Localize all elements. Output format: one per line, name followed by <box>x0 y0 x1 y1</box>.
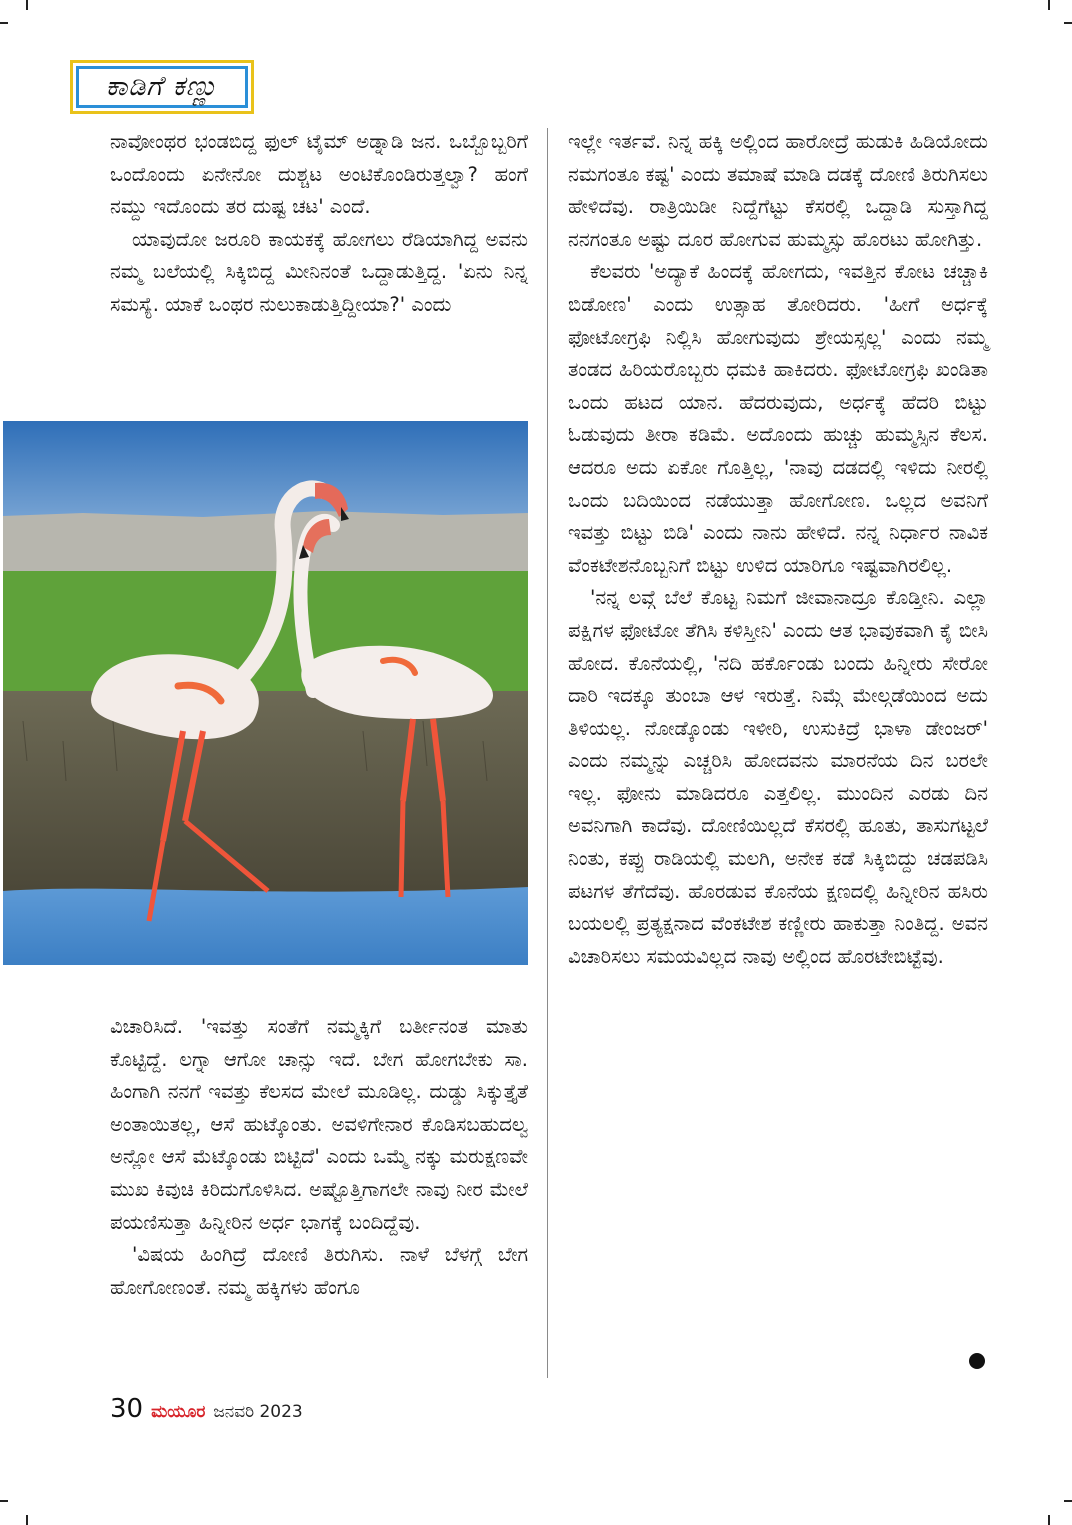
crop-mark <box>26 1515 28 1525</box>
article-column-left-top <box>110 126 528 322</box>
article-paragraph: ನಾವೋಂಥರ ಭಂಡಬಿದ್ದ ಫುಲ್ ಟೈಮ್ ಅಡ್ನಾಡಿ ಜನ. ಒಬ್ಬೊಬ್ಬರಿಗೆ ಒಂದೊಂದು ಏನೇನೋ ದುಶ್ಚಟ ಅಂಟಿಕೊಂಡಿರುತ್ತಲ್ವಾ? ಹಂಗೆ ನಮ್ದು ಇದೊಂದು ತರ ದುಷ್ಟ ಚಟ' ಎಂದೆ. <box>110 130 528 219</box>
article-column-right <box>568 126 988 973</box>
magazine-name: ಮಯೂರ <box>151 1402 206 1422</box>
crop-mark <box>1064 22 1072 24</box>
crop-mark <box>1064 1500 1072 1502</box>
two-flamingos-icon <box>3 421 528 965</box>
article-paragraph: ಇಲ್ಲೇ ಇರ್ತವೆ. ನಿನ್ನ ಹಕ್ಕಿ ಅಲ್ಲಿಂದ ಹಾರೋದ್ರೆ ಹುಡುಕಿ ಹಿಡಿಯೋದು ನಮಗಂತೂ ಕಷ್ಟ' ಎಂದು ತಮಾಷೆ ಮಾಡಿ ದಡಕ್ಕೆ ದೋಣಿ ತಿರುಗಿಸಲು ಹೇಳಿದೆವು. ರಾತ್ರಿಯಿಡೀ ನಿದ್ದೆಗೆಟ್ಟು ಕೆಸರಲ್ಲಿ ಒದ್ದಾಡಿ ಸುಸ್ತಾಗಿದ್ದ ನನಗಂತೂ ಅಷ್ಟು ದೂರ ಹೋಗುವ ಹುಮ್ಮಸ್ಸು ಹೊರಟು ಹೋಗಿತ್ತು. <box>568 130 988 251</box>
section-header <box>70 60 254 114</box>
crop-mark <box>1048 1515 1050 1525</box>
issue-date: ಜನವರಿ 2023 <box>213 1402 303 1422</box>
page-footer <box>110 1394 303 1428</box>
column-divider <box>547 128 548 1378</box>
article-paragraph: ವಿಚಾರಿಸಿದೆ. 'ಇವತ್ತು ಸಂತೆಗೆ ನಮ್ಮಕ್ಕಿಗೆ ಬರ್ತೀನಂತ ಮಾತು ಕೊಟ್ಟಿದ್ದೆ. ಲಗ್ನಾ ಆಗೋ ಚಾನ್ಸು ಇದೆ. ಬೇಗ ಹೋಗಬೇಕು ಸಾ. ಹಿಂಗಾಗಿ ನನಗೆ ಇವತ್ತು ಕೆಲಸದ ಮೇಲೆ ಮೂಡಿಲ್ಲ. ದುಡ್ಡು ಸಿಕ್ಕುತ್ತೈತೆ ಅಂತಾಯಿತಲ್ಲ, ಆಸೆ ಹುಟ್ಕೊಂತು. ಅವಳಿಗೇನಾರ ಕೊಡಿಸಬಹುದಲ್ವ ಅನ್ಲೋ ಆಸೆ ಮೆಟ್ಕೊಂಡು ಬಿಟ್ಟಿದೆ' ಎಂದು ಒಮ್ಮೆ ನಕ್ಕು ಮರುಕ್ಷಣವೇ ಮುಖ ಕಿವುಚಿ ಕಿರಿದುಗೊಳಿಸಿದ. ಅಷ್ಟೊತ್ತಿಗಾಗಲೇ ನಾವು ನೀರ ಮೇಲೆ ಪಯಣಿಸುತ್ತಾ ಹಿನ್ನೀರಿನ ಅರ್ಧ ಭಾಗಕ್ಕೆ ಬಂದಿದ್ದೆವು. <box>110 1015 528 1234</box>
crop-mark <box>1048 0 1050 10</box>
article-paragraph: 'ನನ್ನ ಲವ್ಗೆ ಬೆಲೆ ಕೊಟ್ಟ ನಿಮಗೆ ಜೀವಾನಾದ್ರೂ ಕೊಡ್ತೀನಿ. ಎಲ್ಲಾ ಪಕ್ಷಿಗಳ ಫೋಟೋ ತೆಗಿಸಿ ಕಳಿಸ್ತೀನಿ' ಎಂದು ಆತ ಭಾವುಕವಾಗಿ ಕೈ ಬೀಸಿ ಹೋದ. ಕೊನೆಯಲ್ಲಿ, 'ನದಿ ಹರ್ಕೊಂಡು ಬಂದು ಹಿನ್ನೀರು ಸೇರೋ ದಾರಿ ಇದಕ್ಕೂ ತುಂಬಾ ಆಳ ಇರುತ್ತೆ. ನಿಮ್ಗೆ ಮೇಲ್ಗಡೆಯಿಂದ ಅದು ತಿಳಿಯಲ್ಲ. ನೋಡ್ಕೊಂಡು ಇಳೀರಿ, ಉಸುಕಿದ್ರೆ ಭಾಳಾ ಡೇಂಜರ್' ಎಂದು ನಮ್ಮನ್ನು ಎಚ್ಚರಿಸಿ ಹೋದವನು ಮಾರನೆಯ ದಿನ ಬರಲೇ ಇಲ್ಲ. ಫೋನು ಮಾಡಿದರೂ ಎತ್ತಲಿಲ್ಲ. ಮುಂದಿನ ಎರಡು ದಿನ ಅವನಿಗಾಗಿ ಕಾದೆವು. ದೋಣಿಯಿಲ್ಲದೆ ಕೆಸರಲ್ಲಿ ಹೂತು, ತಾಸುಗಟ್ಟಲೆ ನಿಂತು, ಕಪ್ಪು ರಾಡಿಯಲ್ಲಿ ಮಲಗಿ, ಅನೇಕ ಕಡೆ ಸಿಕ್ಕಿಬಿದ್ದು ಚಡಪಡಿಸಿ ಪಟಗಳ ತೆಗೆದೆವು. ಹೊರಡುವ ಕೊನೆಯ ಕ್ಷಣದಲ್ಲಿ ಹಿನ್ನೀರಿನ ಹಸಿರು ಬಯಲಲ್ಲಿ ಪ್ರತ್ಯಕ್ಷನಾದ ವೆಂಕಟೇಶ ಕಣ್ಣೀರು ಹಾಕುತ್ತಾ ನಿಂತಿದ್ದ. ಅವನ ವಿಚಾರಿಸಲು ಸಮಯವಿಲ್ಲದ ನಾವು ಅಲ್ಲಿಂದ ಹೊರಟೇಬಿಟ್ಟೆವು. <box>568 586 988 968</box>
crop-mark <box>0 1500 8 1502</box>
article-paragraph: ಕೆಲವರು 'ಅದ್ಯಾಕೆ ಹಿಂದಕ್ಕೆ ಹೋಗದು, ಇವತ್ತಿನ ಕೋಟ ಚಚ್ಚಾಕಿ ಬಿಡೋಣ' ಎಂದು ಉತ್ಸಾಹ ತೋರಿದರು. 'ಹೀಗೆ ಅರ್ಧಕ್ಕೆ ಫೋಟೋಗ್ರಫಿ ನಿಲ್ಲಿಸಿ ಹೋಗುವುದು ಶ್ರೇಯಸ್ಸಲ್ಲ' ಎಂದು ನಮ್ಮ ತಂಡದ ಹಿರಿಯರೊಬ್ಬರು ಧಮಕಿ ಹಾಕಿದರು. ಫೋಟೋಗ್ರಫಿ ಖಂಡಿತಾ ಒಂದು ಹಟದ ಯಾನ. ಹೆದರುವುದು, ಅರ್ಧಕ್ಕೆ ಹೆದರಿ ಬಿಟ್ಟು ಓಡುವುದು ತೀರಾ ಕಡಿಮೆ. ಅದೊಂದು ಹುಚ್ಚು ಹುಮ್ಮಸ್ಸಿನ ಕೆಲಸ. ಆದರೂ ಅದು ಏಕೋ ಗೊತ್ತಿಲ್ಲ, 'ನಾವು ದಡದಲ್ಲಿ ಇಳಿದು ನೀರಲ್ಲಿ ಒಂದು ಬದಿಯಿಂದ ನಡೆಯುತ್ತಾ ಹೋಗೋಣ. ಒಲ್ಲದ ಅವನಿಗೆ ಇವತ್ತು ಬಿಟ್ಟು ಬಿಡಿ' ಎಂದು ನಾನು ಹೇಳಿದೆ. ನನ್ನ ನಿರ್ಧಾರ ನಾವಿಕ ವೆಂಕಟೇಶನೊಬ್ಬನಿಗೆ ಬಿಟ್ಟು ಉಳಿದ ಯಾರಿಗೂ ಇಷ್ಟವಾಗಿರಲಿಲ್ಲ. <box>568 260 988 577</box>
article-paragraph: 'ವಿಷಯ ಹಿಂಗಿದ್ರೆ ದೋಣಿ ತಿರುಗಿಸು. ನಾಳೆ ಬೆಳಗ್ಗೆ ಬೇಗ ಹೋಗೋಣಂತೆ. ನಮ್ಮ ಹಕ್ಕಿಗಳು ಹೆಂಗೂ <box>110 1243 528 1299</box>
article-paragraph: ಯಾವುದೋ ಜರೂರಿ ಕಾಯಕಕ್ಕೆ ಹೋಗಲು ರೆಡಿಯಾಗಿದ್ದ ಅವನು ನಮ್ಮ ಬಲೆಯಲ್ಲಿ ಸಿಕ್ಕಿಬಿದ್ದ ಮೀನಿನಂತೆ ಒದ್ದಾಡುತ್ತಿದ್ದ. 'ಏನು ನಿನ್ನ ಸಮಸ್ಯೆ. ಯಾಕೆ ಒಂಥರ ನುಲುಕಾಡುತ್ತಿದ್ದೀಯಾ?' ಎಂದು <box>110 227 528 316</box>
crop-mark <box>26 0 28 10</box>
flamingo-photo <box>3 421 528 965</box>
page-number: 30 <box>110 1394 144 1424</box>
crop-mark <box>0 22 8 24</box>
section-title: ಕಾಡಿಗೆ ಕಣ್ಣು <box>76 66 248 108</box>
article-column-left-bottom <box>110 1011 528 1304</box>
end-of-article-bullet-icon <box>969 1353 985 1369</box>
